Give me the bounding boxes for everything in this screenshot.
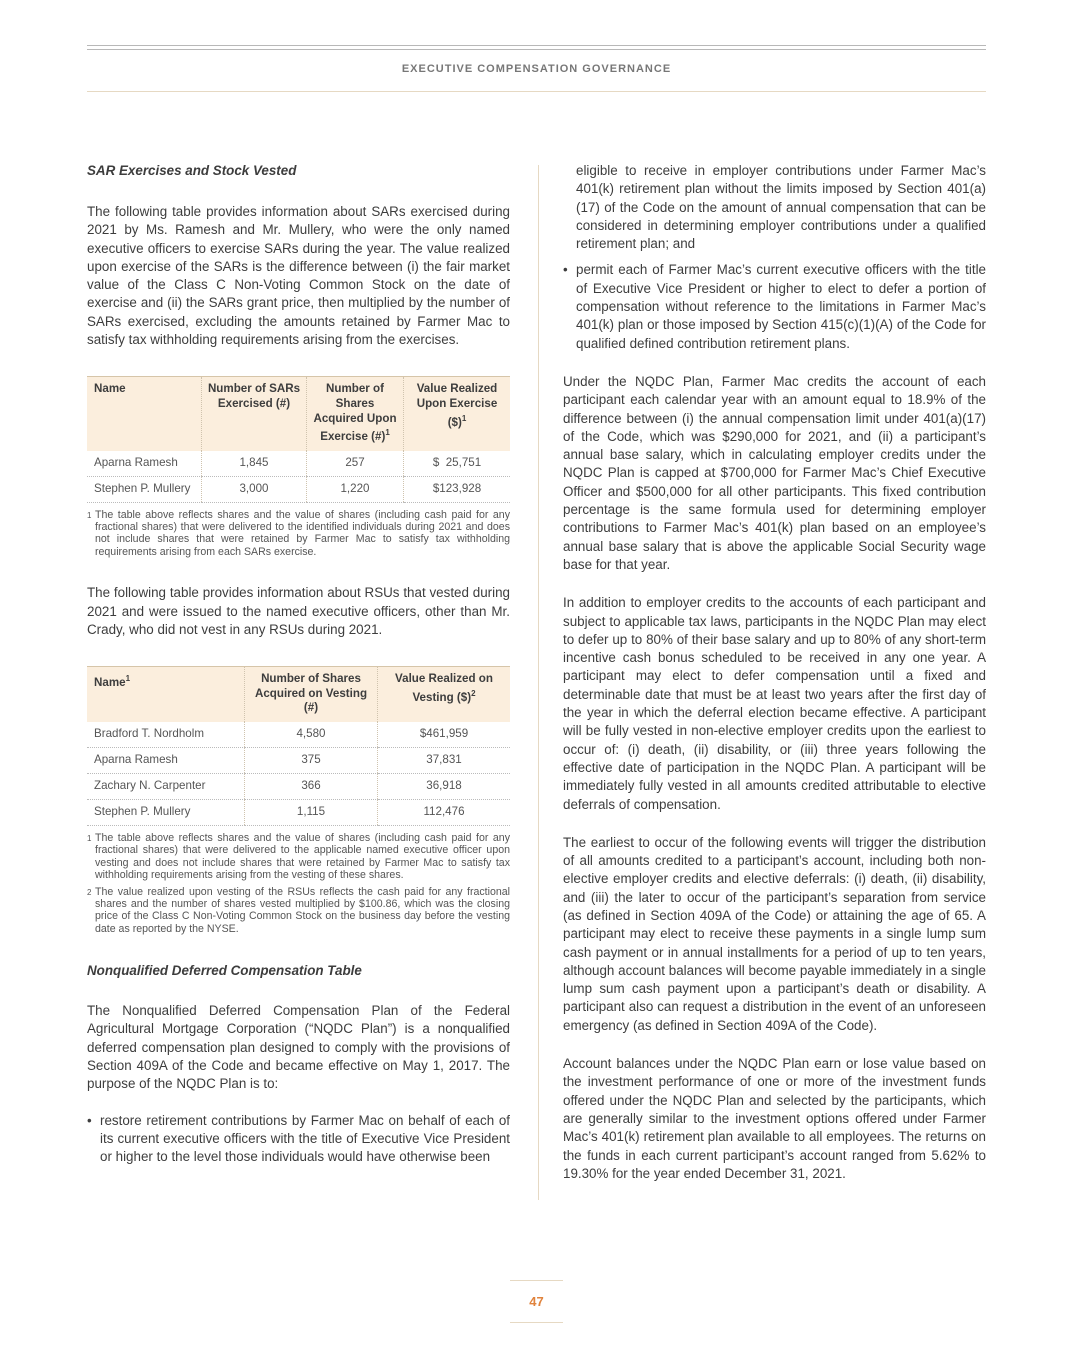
sar-heading: SAR Exercises and Stock Vested [87, 163, 297, 178]
nqdc-paragraph-2: In addition to employer credits to the accounts of each participant and subject to applicable tax laws, participants in the NQDC Plan may elect to defer up to 80% of their base salary and up to 80% of any short-term incentive cash bonus scheduled to be received in any one year. A participant may elect to defer compensation until a fixed and determinable date that must be at least two years after the first day of the year in which the deferral election became effective. A participant will be fully vested in non-elective employer credits upon the earliest to occur of: (i) death, (ii) disability, or (iii) three years following the effective date of participation in the NQDC Plan. A participant will be immediately fully vested in all amounts credited attributable to elective deferrals of compensation. [563, 595, 986, 812]
rsu-col-shares: Number of Shares Acquired on Vesting (#) [245, 667, 378, 722]
page-number-rule-top [510, 1280, 563, 1281]
rsu-footnote-2: 2 The value realized upon vesting of the RSUs reflects the cash paid for any fractional shares and the number of shares vested multiplied by $100.86, which was the closing price of the Class C Non-Voting Common Stock on the business day before the vesting date as reported by the NYSE. [87, 885, 510, 935]
table-row: Aparna Ramesh 1,845 257 $ 25,751 [87, 451, 510, 477]
table-row: Zachary N. Carpenter 366 36,918 [87, 773, 510, 799]
header-rule-top [87, 45, 986, 46]
nqdc-heading: Nonqualified Deferred Compensation Table [87, 963, 362, 979]
sar-col-name: Name [87, 377, 202, 451]
rsu-table-header [87, 667, 510, 722]
right-column [563, 162, 986, 1183]
rsu-table [87, 666, 510, 826]
sar-table [87, 376, 510, 502]
rsu-col-value: Value Realized on Vesting ($)$^2$ [378, 667, 511, 722]
rsu-intro: The following table provides information about RSUs that vested during 2021 and were issued to the named executive officers, other than Mr. Crady, who did not vest in any RSUs during 2021. [87, 585, 510, 637]
nqdc-paragraph-3: The earliest to occur of the following events will trigger the distribution of all amounts credited to a participant’s account, including both non-elective employer credits and elective deferrals: (i) death, (ii) disability, and (iii) the later to occur of the participant’s separation from service (as defined in Section 409A of the Code) or attaining the age of 65. A participant may elect to receive these payments in a single lump sum cash payment or in annual installments for a period of up to ten years, although account balances will become payable immediately in a single lump sum cash payment upon a participant’s death or disability. A participant also can request a distribution in the event of an unforeseen emergency (as defined in Section 409A of the Code). [563, 834, 986, 1033]
nqdc-paragraph-4: Account balances under the NQDC Plan earn or lose value based on the investment performance of one or more of the investment funds offered under the NQDC Plan and selected by the participants, which are generally similar to the investment options offered under Farmer Mac’s 401(k) retirement plan available to all employees. The returns on the funds in each current participant’s account ranged from 5.62% to 19.30% for the year ended December 31, 2021. [563, 1056, 986, 1181]
table-row: Stephen P. Mullery 3,000 1,220 $123,928 [87, 476, 510, 502]
left-column [87, 162, 510, 1167]
nqdc-bullet-1-continued: eligible to receive in employer contributions under Farmer Mac’s 401(k) retirement plan without the limits imposed by Section 401(a)(17) of the Code on the amount of annual compensation that can be considered in determining employer contributions under a qualified retirement plan; and [576, 163, 986, 252]
sar-intro: The following table provides information about SARs exercised during 2021 by Ms. Ramesh and Mr. Mullery, who were the only named executive officers to exercise SARs during the year. The value realized upon exercise of the SARs is the difference between (i) the fair market value of the Class C Non-Voting Common Stock on the date of exercise and (ii) the SARs grant price, then multiplied by the number of SARs exercised, excluding the amounts retained by Farmer Mac to satisfy tax withholding requirements arising from the exercises. [87, 204, 510, 348]
header-rule-bottom [87, 91, 986, 92]
sar-col-value: Value Realized Upon Exercise ($)$^1$ [404, 377, 511, 451]
nqdc-paragraph-1: Under the NQDC Plan, Farmer Mac credits the account of each participant each calendar year with an amount equal to 18.9% of the difference between (i) the annual compensation limit under 401(a)(17) of the Code, which was $290,000 for 2021, and (ii) a participant’s annual base salary, which in calculating employer credits under the NQDC Plan is capped at $700,000 for Farmer Mac’s Chief Executive Officer and $500,000 for all other participants. This fixed contribution percentage is the same formula used for determining employer contributions to Farmer Mac’s 401(k) plan based on an employee’s annual base salary that is above the applicable Social Security wage base for that year. [563, 373, 986, 572]
nqdc-intro: The Nonqualified Deferred Compensation Plan of the Federal Agricultural Mortgage Corporation (“NQDC Plan”) is a nonqualified deferred compensation plan designed to comply with the provisions of Section 409A of the Code and became effective on May 1, 2017. The purpose of the NQDC Plan is to: [87, 1003, 510, 1092]
sar-footnote: 1 The table above reflects shares and the value of shares (including cash paid for any fractional shares) that were delivered to the identified individuals during 2021 and does not include shares that were retained by Farmer Mac to satisfy tax withholding requirements arising from each SARs exercise. [87, 508, 510, 558]
table-row: Stephen P. Mullery 1,115 112,476 [87, 799, 510, 825]
page-number: 47 [529, 1294, 544, 1309]
sar-table-header [87, 377, 510, 451]
table-row: Aparna Ramesh 375 37,831 [87, 747, 510, 773]
table-row: Bradford T. Nordholm 4,580 $461,959 [87, 722, 510, 748]
rsu-col-name: Name$^1$ [87, 667, 245, 722]
header-rule-top-double [87, 49, 986, 50]
column-divider [538, 165, 539, 1200]
sar-col-shares: Number of Shares Acquired Upon Exercise (#)$^1$ [307, 377, 404, 451]
nqdc-bullet-2: • permit each of Farmer Mac’s current executive officers with the title of Executive Vice President or higher to elect to defer a portion of compensation without reference to the limitations in Farmer Mac’s 401(k) plan or those imposed by Section 415(c)(1)(A) of the Code for qualified defined contribution retirement plans. [563, 262, 986, 351]
sar-col-sars: Number of SARs Exercised (#) [202, 377, 307, 451]
header-title: EXECUTIVE COMPENSATION GOVERNANCE [401, 63, 672, 75]
nqdc-bullet-1: • restore retirement contributions by Farmer Mac on behalf of each of its current executive officers with the title of Executive Vice President or higher to the level those individuals would have otherwise been [87, 1112, 510, 1165]
rsu-footnote-1: 1 The table above reflects shares and the value of shares (including cash paid for any fractional shares) that were delivered to the applicable named executive officer upon vesting and does not include shares that were retained by Farmer Mac to satisfy tax withholding requirements arising from the vesting of these shares. [87, 831, 510, 882]
page-number-rule-bottom [510, 1322, 563, 1323]
